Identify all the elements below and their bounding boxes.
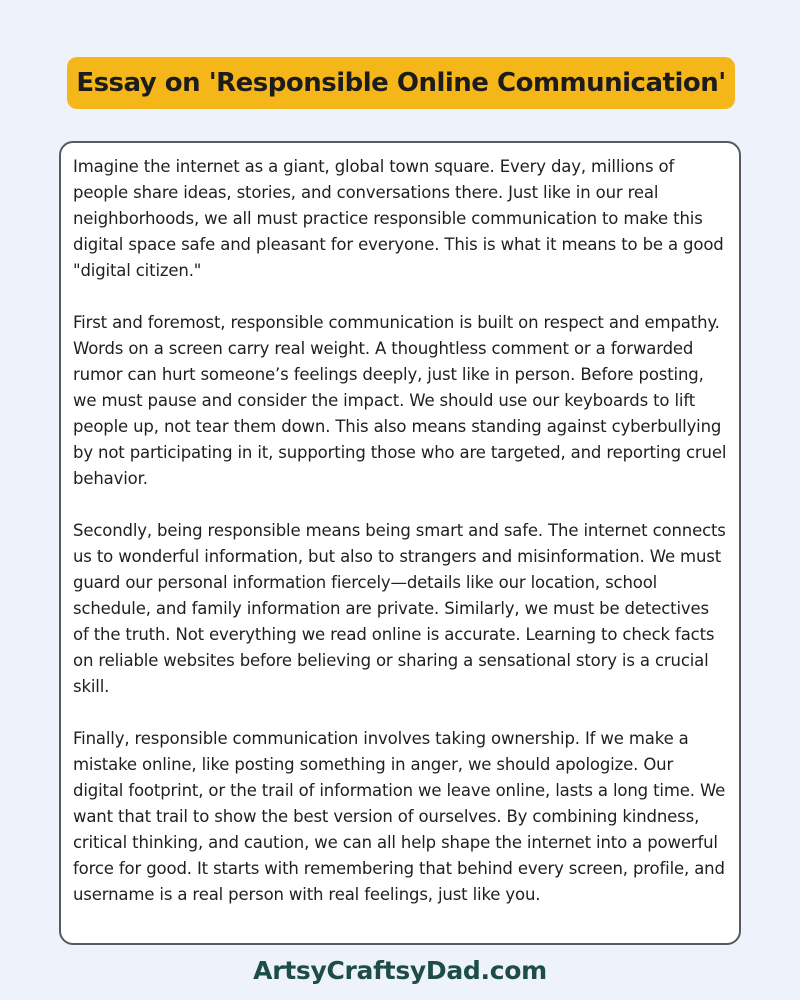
essay-paragraph-2: First and foremost, responsible communication is built on respect and empathy. Words on a screen carry real weight. A thoughtless comment or a forwarded rumor can hurt someone’s feelings deeply, just like in person. Before posting, we must pause and consider the impact. We should use our keyboards to lift people up, not tear them down. This also means standing against cyberbullying by not participating in it, supporting those who are targeted, and reporting cruel behavior. [73, 313, 727, 488]
essay-box [59, 141, 741, 945]
essay-paragraph-3: Secondly, being responsible means being smart and safe. The internet connects us to wonderful information, but also to strangers and misinformation. We must guard our personal information fiercely—details like our location, school schedule, and family information are private. Similarly, we must be detectives of the truth. Not everything we read online is accurate. Learning to check facts on reliable websites before believing or sharing a sensational story is a crucial skill. [73, 521, 726, 696]
page-title: Essay on 'Responsible Online Communication' [76, 68, 726, 98]
essay-paragraph-4: Finally, responsible communication involves taking ownership. If we make a mistake online, like posting something in anger, we should apologize. Our digital footprint, or the trail of information we leave online, lasts a long time. We want that trail to show the best version of ourselves. By combining kindness, critical thinking, and caution, we can all help shape the internet into a powerful force for good. It starts with remembering that behind every screen, profile, and username is a real person with real feelings, just like you. [73, 729, 726, 904]
footer-brand: ArtsyCraftsyDad.com [253, 956, 547, 985]
essay-paragraph-1: Imagine the internet as a giant, global town square. Every day, millions of people share ideas, stories, and conversations there. Just like in our real neighborhoods, we all must practice responsible communication to make this digital space safe and pleasant for everyone. This is what it means to be a good "digital citizen." [73, 157, 724, 280]
title-banner [67, 57, 735, 109]
